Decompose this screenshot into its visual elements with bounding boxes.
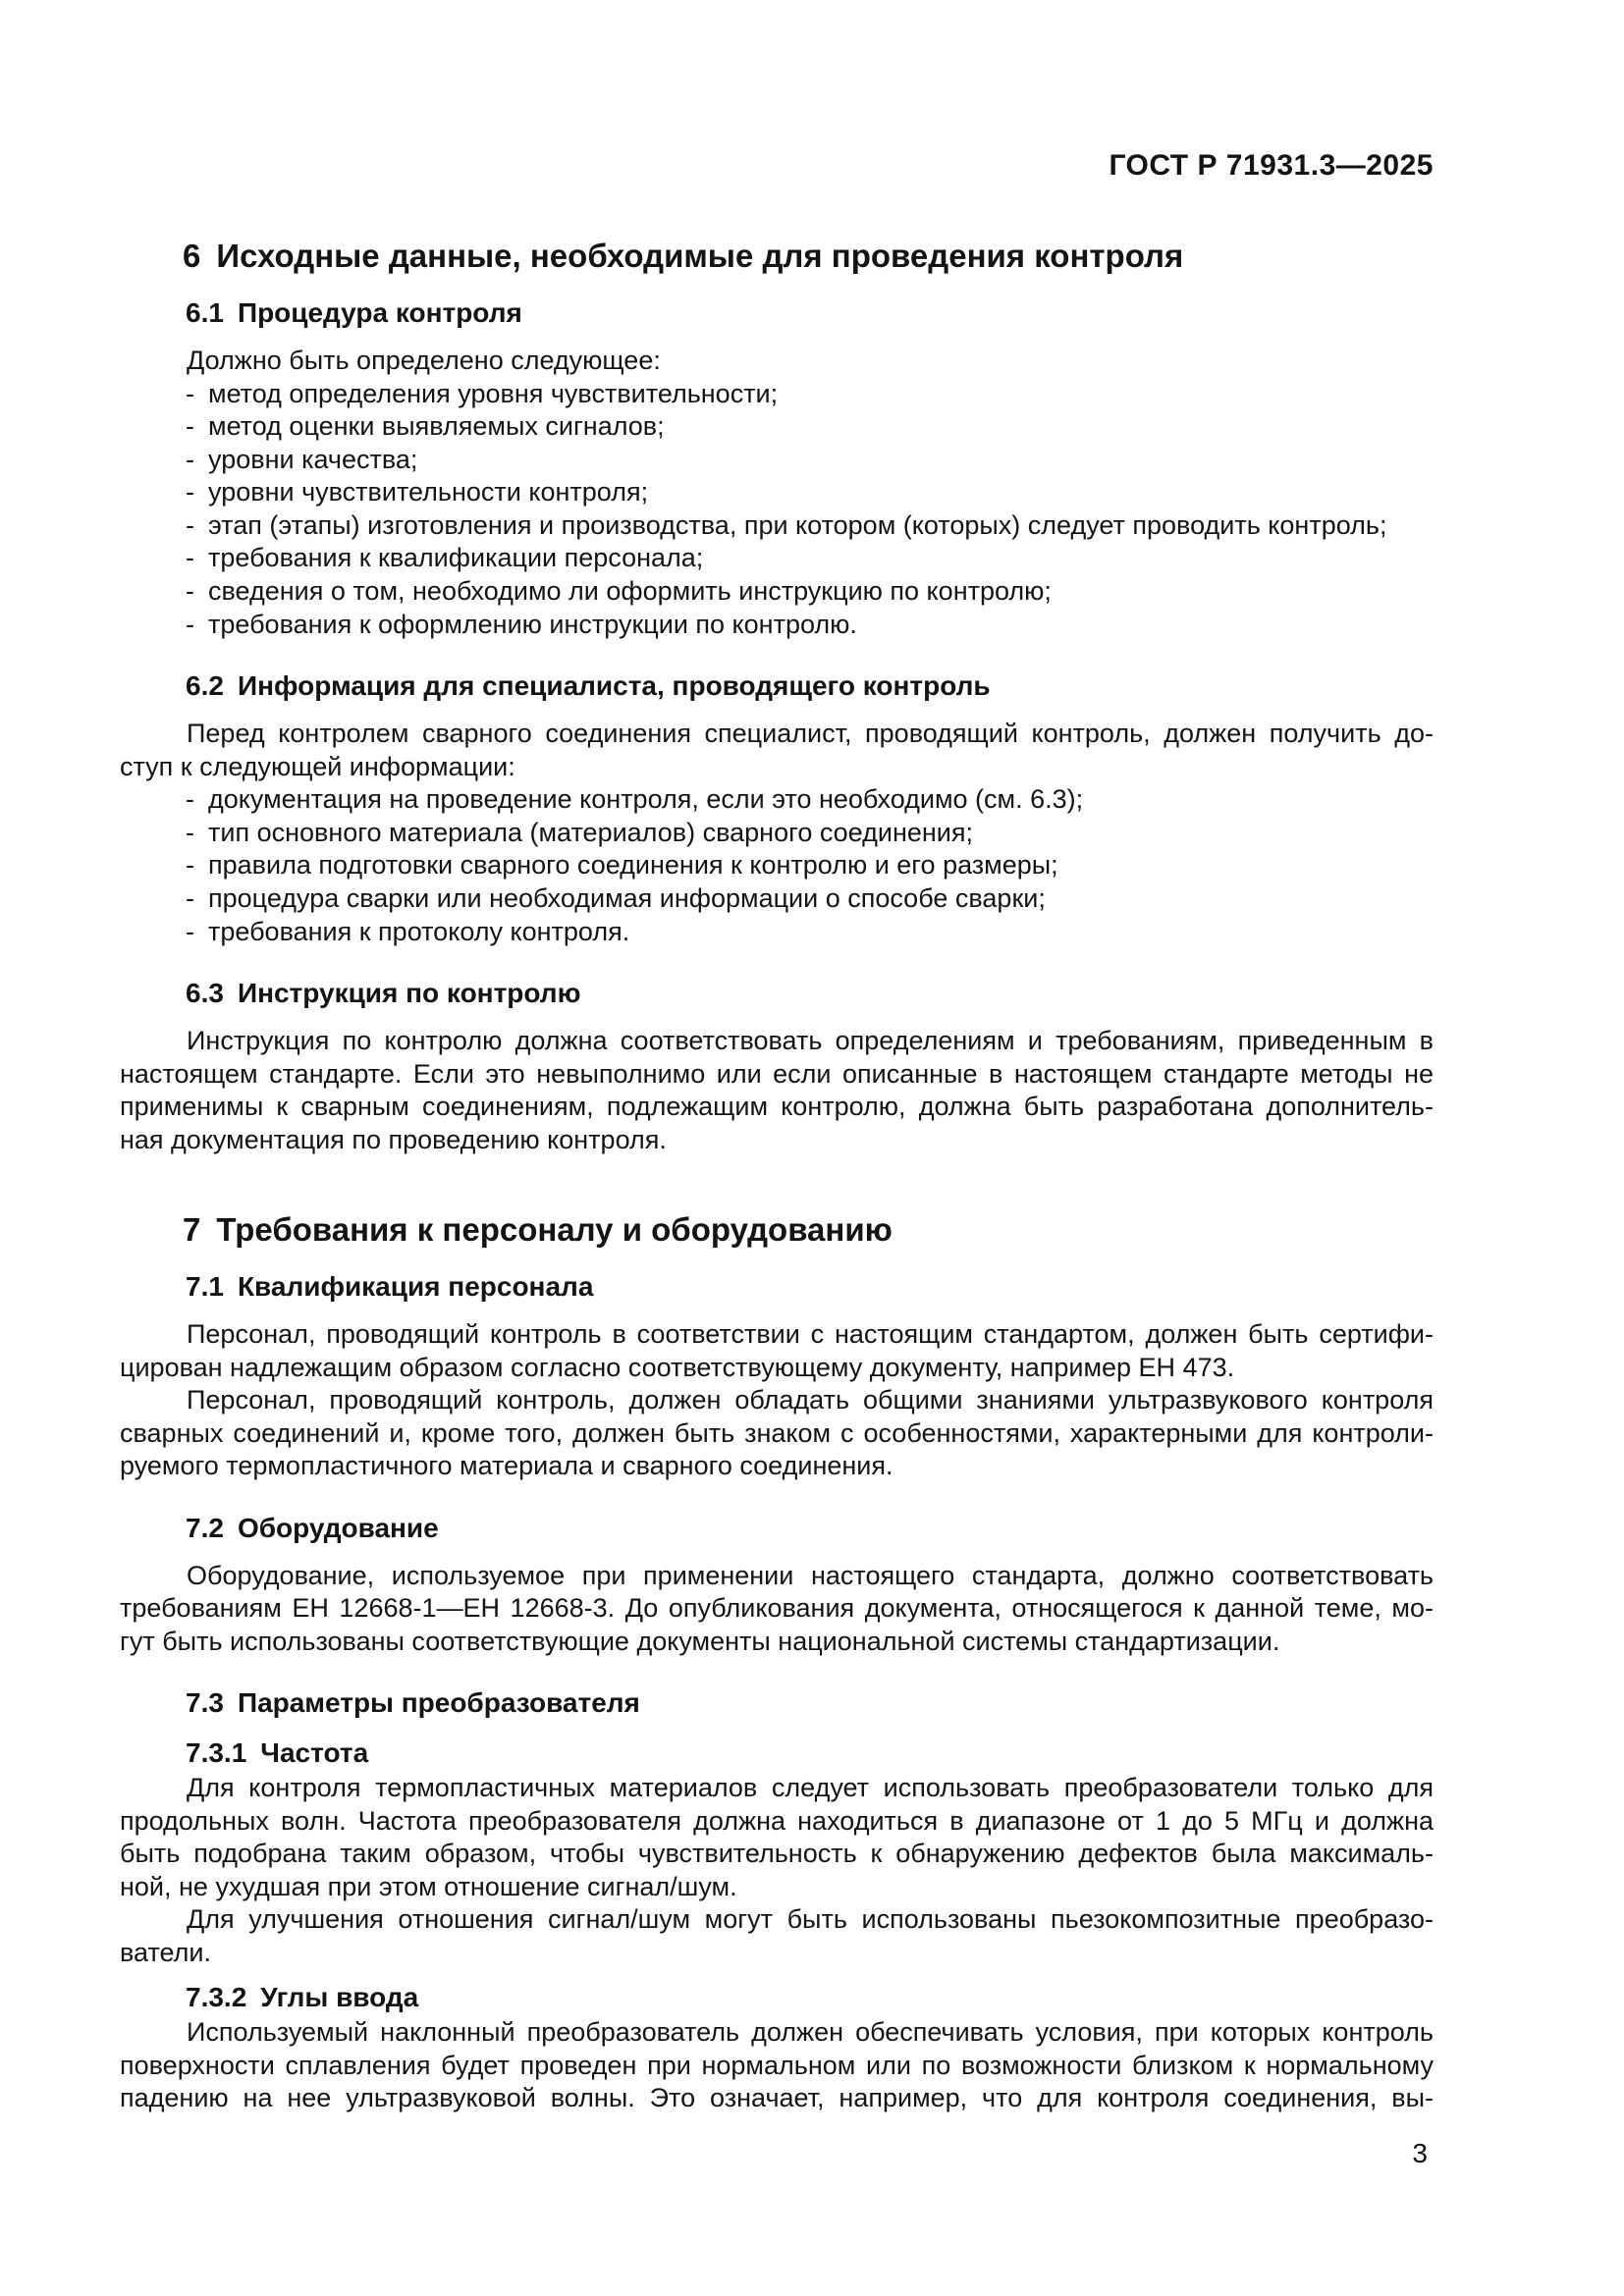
subsection-heading bbox=[120, 296, 1434, 330]
paragraph-line: ная документация по проведению контроля. bbox=[120, 1124, 667, 1154]
subsection-heading bbox=[120, 669, 1434, 703]
list-item-dash: - bbox=[186, 576, 194, 607]
paragraph-line: Оборудование, используемое при применении настоящего стандарта, должно соответствовать bbox=[187, 1560, 1434, 1590]
paragraph bbox=[120, 2016, 1434, 2115]
heading-number: 7.3 bbox=[186, 1687, 224, 1719]
heading-title: Оборудование bbox=[237, 1512, 439, 1543]
heading-title: Параметры преобразователя bbox=[237, 1687, 640, 1719]
paragraph-line: Перед контролем сварного соединения специалист, проводящий контроль, должен получить до- bbox=[187, 719, 1434, 749]
list-item-dash: - bbox=[186, 817, 194, 847]
list-item-dash: - bbox=[186, 378, 194, 408]
paragraph-line: ступ к следующей информации: bbox=[120, 751, 515, 781]
section-heading bbox=[120, 237, 1434, 276]
list-item bbox=[120, 542, 1434, 575]
list-item bbox=[120, 916, 1434, 949]
list-item bbox=[120, 575, 1434, 609]
paragraph bbox=[120, 1903, 1434, 1969]
list-item-text: метод оценки выявляемых сигналов; bbox=[208, 411, 665, 442]
heading-number: 6 bbox=[183, 238, 201, 274]
paragraph bbox=[120, 345, 1434, 378]
paragraph-line: ватели. bbox=[120, 1937, 211, 1967]
heading-title: Инструкция по контролю bbox=[237, 978, 581, 1009]
section-heading bbox=[120, 1210, 1434, 1250]
heading-title: Частота bbox=[260, 1737, 369, 1769]
doc-code: ГОСТ Р 71931.3—2025 bbox=[1109, 149, 1434, 182]
heading-number: 7.3.2 bbox=[186, 1982, 247, 2013]
list-item bbox=[120, 882, 1434, 916]
list-item-text: метод определения уровня чувствительности; bbox=[208, 378, 779, 408]
list-item-dash: - bbox=[186, 916, 194, 946]
heading-number: 7.1 bbox=[186, 1271, 224, 1303]
list-item-text: сведения о том, необходимо ли оформить инструкцию по контролю; bbox=[208, 576, 1052, 607]
list-item-text: этап (этапы) изготовления и производства, при котором (которых) следует проводить контроль; bbox=[208, 509, 1387, 540]
subsection-heading bbox=[120, 1270, 1434, 1304]
heading-number: 6.3 bbox=[186, 978, 224, 1009]
list-item bbox=[120, 849, 1434, 882]
list-item-text: документация на проведение контроля, если это необходимо (см. 6.3); bbox=[208, 784, 1084, 815]
subsection-heading bbox=[120, 1512, 1434, 1545]
list-item-dash: - bbox=[186, 784, 194, 815]
heading-title: Информация для специалиста, проводящего контроль bbox=[237, 670, 991, 702]
paragraph-line: руемого термопластичного материала и сварного соединения. bbox=[120, 1451, 893, 1481]
paragraph bbox=[120, 1318, 1434, 1384]
list-item-dash: - bbox=[186, 477, 194, 507]
list-item bbox=[120, 378, 1434, 411]
heading-title: Процедура контроля bbox=[237, 297, 522, 328]
list-item-text: требования к квалификации персонала; bbox=[208, 543, 704, 573]
paragraph-line: Персонал, проводящий контроль, должен обладать общими знаниями ультразвукового контроля bbox=[187, 1385, 1434, 1415]
list-item-dash: - bbox=[186, 444, 194, 474]
list-item-dash: - bbox=[186, 609, 194, 639]
heading-title: Исходные данные, необходимые для проведения контроля bbox=[216, 238, 1184, 274]
dash-list bbox=[120, 783, 1434, 948]
list-item bbox=[120, 509, 1434, 543]
paragraph bbox=[120, 1772, 1434, 1903]
subsection-heading bbox=[120, 1686, 1434, 1720]
list-item-dash: - bbox=[186, 543, 194, 573]
paragraph-line: гут быть использованы соответствующие документы национальной системы стандартизации. bbox=[120, 1626, 1280, 1656]
list-item-text: требования к оформлению инструкции по контролю. bbox=[208, 609, 857, 639]
page-number: 3 bbox=[1412, 2137, 1428, 2168]
paragraph-line: Для улучшения отношения сигнал/шум могут быть использованы пьезокомпозитные преобразо- bbox=[187, 1904, 1434, 1935]
heading-title: Углы ввода bbox=[260, 1982, 419, 2013]
paragraph-line: Персонал, проводящий контроль в соответствии с настоящим стандартом, должен быть сертифи- bbox=[187, 1319, 1434, 1350]
document-body bbox=[120, 237, 1434, 2115]
heading-number: 7.2 bbox=[186, 1512, 224, 1543]
clause-heading bbox=[120, 1981, 1434, 2014]
paragraph-line: Инструкция по контролю должна соответствовать определениям и требованиям, приведенным в bbox=[187, 1026, 1434, 1056]
heading-number: 7.3.1 bbox=[186, 1737, 247, 1769]
list-item-dash: - bbox=[186, 883, 194, 914]
list-item bbox=[120, 444, 1434, 477]
list-item-dash: - bbox=[186, 509, 194, 540]
list-item-text: требования к протоколу контроля. bbox=[208, 916, 630, 946]
dash-list bbox=[120, 378, 1434, 642]
list-item-dash: - bbox=[186, 411, 194, 442]
paragraph-line: сварных соединений и, кроме того, должен быть знаком с особенностями, характерными для контроли- bbox=[120, 1417, 1434, 1448]
heading-number: 7 bbox=[183, 1211, 201, 1249]
paragraph-line: требованиям ЕН 12668-1—ЕН 12668-3. До опубликования документа, относящегося к данной теме, мо- bbox=[120, 1593, 1434, 1624]
heading-title: Квалификация персонала bbox=[237, 1271, 594, 1303]
paragraph-line: настоящем стандарте. Если это невыполнимо или если описанные в настоящем стандарте методы не bbox=[120, 1058, 1434, 1089]
list-item bbox=[120, 476, 1434, 509]
paragraph-line: ной, не ухудшая при этом отношение сигнал/шум. bbox=[120, 1871, 737, 1901]
paragraph-line: продольных волн. Частота преобразователя должна находиться в диапазоне от 1 до 5 МГц и должна bbox=[120, 1805, 1434, 1836]
list-item bbox=[120, 817, 1434, 850]
paragraph-line: цирован надлежащим образом согласно соответствующему документу, например ЕН 473. bbox=[120, 1352, 1235, 1382]
paragraph-line: Должно быть определено следующее: bbox=[187, 346, 661, 375]
list-item-dash: - bbox=[186, 850, 194, 881]
list-item bbox=[120, 783, 1434, 817]
paragraph bbox=[120, 1384, 1434, 1483]
paragraph bbox=[120, 1025, 1434, 1156]
subsection-heading bbox=[120, 977, 1434, 1010]
heading-title: Требования к персоналу и оборудованию bbox=[216, 1211, 893, 1249]
paragraph-line: Используемый наклонный преобразователь должен обеспечивать условия, при которых контроль bbox=[187, 2017, 1434, 2048]
list-item-text: уровни качества; bbox=[208, 444, 418, 474]
list-item-text: правила подготовки сварного соединения к контролю и его размеры; bbox=[208, 850, 1058, 881]
list-item-text: процедура сварки или необходимая информации о способе сварки; bbox=[208, 883, 1046, 914]
list-item bbox=[120, 410, 1434, 444]
paragraph-line: падению на нее ультразвуковой волны. Это означает, например, что для контроля соединения, вы- bbox=[120, 2083, 1434, 2113]
paragraph bbox=[120, 1560, 1434, 1659]
heading-number: 6.2 bbox=[186, 670, 224, 702]
list-item-text: уровни чувствительности контроля; bbox=[208, 477, 649, 507]
list-item-text: тип основного материала (материалов) сварного соединения; bbox=[208, 817, 973, 847]
paragraph-line: Для контроля термопластичных материалов следует использовать преобразователи только для bbox=[187, 1773, 1434, 1803]
clause-heading bbox=[120, 1736, 1434, 1770]
list-item bbox=[120, 609, 1434, 642]
heading-number: 6.1 bbox=[186, 297, 224, 328]
paragraph-line: применимы к сварным соединениям, подлежащим контролю, должна быть разработана дополнитель- bbox=[120, 1092, 1434, 1122]
paragraph-line: поверхности сплавления будет проведен при нормальном или по возможности близком к нормальному bbox=[120, 2050, 1434, 2080]
paragraph bbox=[120, 718, 1434, 783]
paragraph-line: быть подобрана таким образом, чтобы чувствительность к обнаружению дефектов была максималь- bbox=[120, 1839, 1434, 1869]
